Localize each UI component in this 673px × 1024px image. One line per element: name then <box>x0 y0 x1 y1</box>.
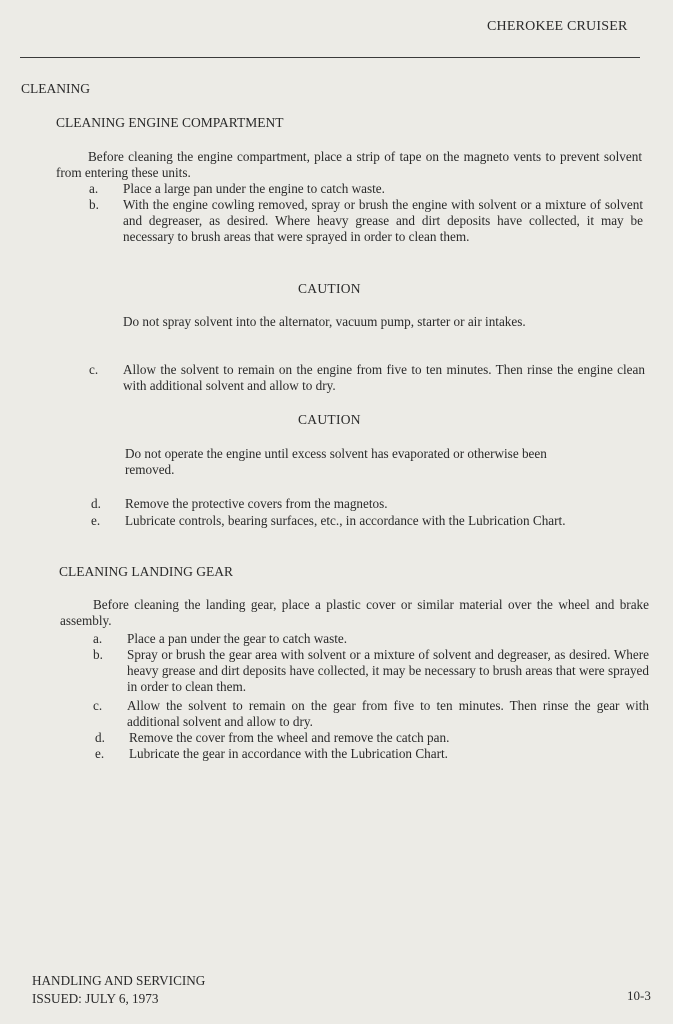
step-label: d. <box>95 730 105 745</box>
step-text: With the engine cowling removed, spray or brush the engine with solvent or a mixture of solvent and degreaser, as desired. Where heavy grease and dirt deposits have collected, it may be necessary to brush areas that were sprayed in order to clean them. <box>123 197 643 244</box>
step-text: Lubricate controls, bearing surfaces, etc., in accordance with the Lubrication Chart. <box>125 513 566 528</box>
engine-heading: CLEANING ENGINE COMPARTMENT <box>56 115 284 130</box>
gear-step-c <box>93 698 649 730</box>
footer-issued: ISSUED: JULY 6, 1973 <box>32 991 159 1006</box>
engine-intro: Before cleaning the engine compartment, place a strip of tape on the magneto vents to prevent solvent from entering these units. <box>56 149 642 180</box>
section-title: CLEANING <box>21 81 90 96</box>
step-label: e. <box>95 746 105 761</box>
engine-step-a <box>89 181 643 197</box>
step-label: c. <box>89 362 99 377</box>
step-text: Spray or brush the gear area with solvent or a mixture of solvent and degreaser, as desired. Where heavy grease and dirt deposits have collected, it may be necessary to brush areas that were sprayed in order to clean them. <box>127 647 649 694</box>
header-rule <box>20 57 640 58</box>
gear-step-e <box>95 746 649 762</box>
caution-heading-2: CAUTION <box>298 412 361 427</box>
step-label: a. <box>93 631 103 646</box>
page-number: 10-3 <box>627 988 651 1003</box>
caution-heading-1: CAUTION <box>298 281 361 296</box>
step-label: b. <box>89 197 99 212</box>
step-label: b. <box>93 647 103 662</box>
step-label: c. <box>93 698 103 713</box>
running-header: CHEROKEE CRUISER <box>487 19 628 34</box>
step-text: Allow the solvent to remain on the engine from five to ten minutes. Then rinse the engine clean with additional solvent and allow to dry. <box>123 362 645 393</box>
gear-step-b <box>93 647 649 695</box>
step-text: Lubricate the gear in accordance with the Lubrication Chart. <box>129 746 448 761</box>
engine-step-b <box>89 197 643 245</box>
caution-text-1: Do not spray solvent into the alternator, vacuum pump, starter or air intakes. <box>123 314 526 329</box>
engine-step-c <box>89 362 645 394</box>
step-text: Remove the cover from the wheel and remove the catch pan. <box>129 730 450 745</box>
caution-text-2: Do not operate the engine until excess solvent has evaporated or otherwise been removed. <box>125 446 547 477</box>
step-text: Place a large pan under the engine to catch waste. <box>123 181 385 196</box>
step-text: Place a pan under the gear to catch waste. <box>127 631 348 646</box>
footer-section: HANDLING AND SERVICING <box>32 973 206 988</box>
engine-step-e <box>91 513 647 529</box>
gear-heading: CLEANING LANDING GEAR <box>59 564 233 579</box>
step-label: e. <box>91 513 101 528</box>
step-text: Remove the protective covers from the magnetos. <box>125 496 388 511</box>
engine-step-d <box>91 496 645 512</box>
gear-intro: Before cleaning the landing gear, place a plastic cover or similar material over the wheel and brake assembly. <box>60 597 649 628</box>
step-label: a. <box>89 181 99 196</box>
step-label: d. <box>91 496 101 511</box>
gear-step-d <box>95 730 649 746</box>
step-text: Allow the solvent to remain on the gear from five to ten minutes. Then rinse the gear with additional solvent and allow to dry. <box>127 698 649 729</box>
gear-step-a <box>93 631 649 647</box>
